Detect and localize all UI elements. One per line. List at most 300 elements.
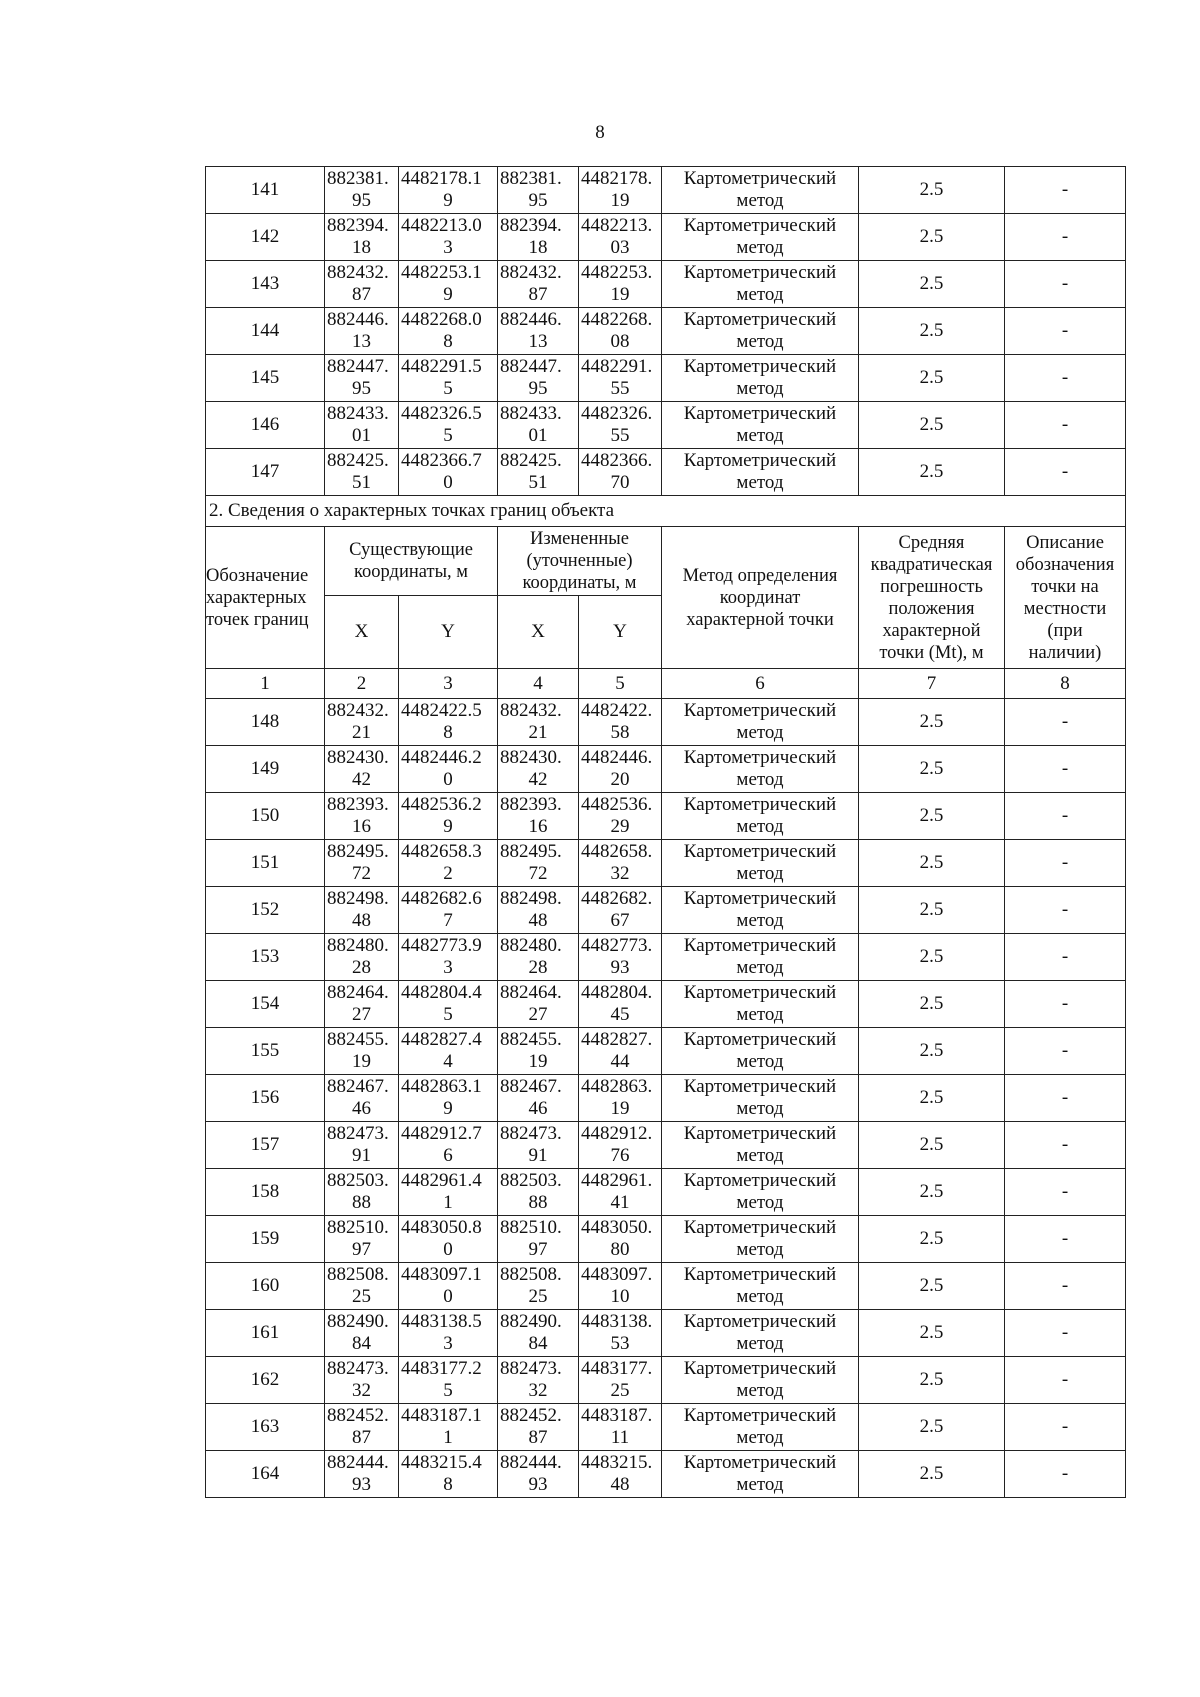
cell-text-line: 4482912.7 — [401, 1123, 482, 1144]
point-number: 145 — [206, 355, 325, 402]
mean-error-cell: 2.5 — [859, 1075, 1005, 1122]
description-cell: - — [1005, 1451, 1126, 1498]
cell-text-line: 882473. — [500, 1358, 562, 1379]
table-row — [206, 840, 1126, 887]
point-number: 159 — [206, 1216, 325, 1263]
description-cell: - — [1005, 402, 1126, 449]
cell-text-line: 1 — [443, 1427, 453, 1448]
cell-text-line: 882446. — [500, 309, 562, 330]
cell-text-line: 9 — [443, 1098, 453, 1119]
cell-text-line: 19 — [610, 1098, 630, 1119]
coord-y1 — [399, 261, 498, 308]
point-number: 163 — [206, 1404, 325, 1451]
coord-y2 — [579, 1075, 662, 1122]
coord-x1 — [325, 308, 399, 355]
cell-text-line: 95 — [352, 190, 371, 211]
column-number: 4 — [498, 669, 579, 699]
cell-text-line: 42 — [352, 769, 371, 790]
point-number: 149 — [206, 746, 325, 793]
column-number: 1 — [206, 669, 325, 699]
cell-text-line: 25 — [610, 1380, 630, 1401]
cell-text-line: метод — [736, 1474, 784, 1495]
description-cell: - — [1005, 1404, 1126, 1451]
table-row — [206, 887, 1126, 934]
cell-text-line: Картометрический — [683, 1029, 837, 1050]
coord-y2 — [579, 840, 662, 887]
coord-y1 — [399, 1169, 498, 1216]
coord-y1 — [399, 1310, 498, 1357]
cell-text-line: 4482253. — [581, 262, 653, 283]
method-cell — [662, 449, 859, 496]
cell-text-line: 4482326. — [581, 403, 653, 424]
coord-x2 — [498, 746, 579, 793]
point-number: 154 — [206, 981, 325, 1028]
cell-text-line: 882495. — [327, 841, 389, 862]
cell-text-line: 18 — [528, 237, 548, 258]
cell-text-line: 4482773.9 — [401, 935, 482, 956]
cell-text-line: 3 — [443, 957, 453, 978]
cell-text-line: 28 — [528, 957, 548, 978]
cell-text-line: метод — [736, 1192, 784, 1213]
mean-error-cell: 2.5 — [859, 1028, 1005, 1075]
cell-text-line: 87 — [352, 1427, 371, 1448]
cell-text-line: Обозначение — [206, 565, 309, 586]
cell-text-line: 4482178. — [581, 168, 653, 189]
table-row — [206, 934, 1126, 981]
cell-text-line: Картометрический — [683, 935, 837, 956]
coord-y1 — [399, 934, 498, 981]
table-body-top — [206, 167, 1126, 496]
cell-text-line: 882432. — [500, 262, 562, 283]
cell-text-line: 882446. — [327, 309, 389, 330]
method-cell — [662, 887, 859, 934]
method-cell — [662, 934, 859, 981]
method-cell — [662, 1216, 859, 1263]
method-cell — [662, 840, 859, 887]
table-row — [206, 699, 1126, 746]
cell-text-line: 882473. — [327, 1358, 389, 1379]
cell-text-line: 8 — [443, 331, 453, 352]
cell-text-line: 4482178.1 — [401, 168, 482, 189]
cell-text-line: 16 — [528, 816, 548, 837]
cell-text-line: 882480. — [327, 935, 389, 956]
column-number: 7 — [859, 669, 1005, 699]
point-number: 143 — [206, 261, 325, 308]
cell-text-line: 4482326.5 — [401, 403, 482, 424]
cell-text-line: 4482268. — [581, 309, 653, 330]
cell-text-line: 4483138.5 — [401, 1311, 482, 1332]
cell-text-line: 882381. — [500, 168, 562, 189]
coord-y1 — [399, 402, 498, 449]
cell-text-line: Картометрический — [683, 262, 837, 283]
cell-text-line: Метод определения — [682, 565, 838, 586]
coord-x2 — [498, 1216, 579, 1263]
coord-y1 — [399, 887, 498, 934]
coord-y2 — [579, 1216, 662, 1263]
cell-text-line: 1 — [443, 1192, 453, 1213]
cell-text-line: 882394. — [500, 215, 562, 236]
cell-text-line: 882393. — [500, 794, 562, 815]
cell-text-line: 9 — [443, 816, 453, 837]
cell-text-line: 45 — [610, 1004, 630, 1025]
coord-y2 — [579, 1310, 662, 1357]
coord-y1 — [399, 308, 498, 355]
coord-y1 — [399, 449, 498, 496]
point-number: 161 — [206, 1310, 325, 1357]
cell-text-line: 93 — [528, 1474, 548, 1495]
cell-text-line: Картометрический — [683, 794, 837, 815]
cell-text-line: 4483050. — [581, 1217, 653, 1238]
cell-text-line: метод — [736, 1380, 784, 1401]
mean-error-cell: 2.5 — [859, 214, 1005, 261]
cell-text-line: 19 — [610, 190, 630, 211]
coord-y1 — [399, 746, 498, 793]
cell-text-line: 8 — [443, 1474, 453, 1495]
cell-text-line: 4483187.1 — [401, 1405, 482, 1426]
coord-x1 — [325, 1028, 399, 1075]
cell-text-line: 19 — [528, 1051, 548, 1072]
coord-x2 — [498, 402, 579, 449]
description-cell: - — [1005, 699, 1126, 746]
coord-y1 — [399, 1451, 498, 1498]
point-number: 141 — [206, 167, 325, 214]
cell-text-line: Описание — [1026, 532, 1104, 553]
mean-error-cell: 2.5 — [859, 981, 1005, 1028]
cell-text-line: метод — [736, 472, 784, 493]
column-number: 3 — [399, 669, 498, 699]
cell-text-line: метод — [736, 769, 784, 790]
cell-text-line: 4483097.1 — [401, 1264, 482, 1285]
cell-text-line: 882508. — [327, 1264, 389, 1285]
mean-error-cell: 2.5 — [859, 1169, 1005, 1216]
cell-text-line: 882425. — [327, 450, 389, 471]
table-row — [206, 449, 1126, 496]
cell-text-line: 882447. — [327, 356, 389, 377]
coord-x2 — [498, 887, 579, 934]
point-number: 142 — [206, 214, 325, 261]
cell-text-line: 4483050.8 — [401, 1217, 482, 1238]
method-cell — [662, 261, 859, 308]
description-cell: - — [1005, 308, 1126, 355]
cell-text-line: 882425. — [500, 450, 562, 471]
coord-y1 — [399, 1075, 498, 1122]
cell-text-line: 8 — [443, 722, 453, 743]
coord-y2 — [579, 308, 662, 355]
cell-text-line: 32 — [352, 1380, 371, 1401]
cell-text-line: 48 — [610, 1474, 630, 1495]
coord-y1 — [399, 840, 498, 887]
method-cell — [662, 699, 859, 746]
coord-x1 — [325, 1451, 399, 1498]
mean-error-cell: 2.5 — [859, 887, 1005, 934]
cell-text-line: метод — [736, 425, 784, 446]
method-cell — [662, 1028, 859, 1075]
table-row — [206, 1169, 1126, 1216]
cell-text-line: (уточненные) — [526, 551, 633, 571]
coord-y2 — [579, 1357, 662, 1404]
section-title: 2. Сведения о характерных точках границ объекта — [206, 496, 1126, 527]
table-header — [206, 496, 1126, 699]
cell-text-line: 27 — [528, 1004, 548, 1025]
cell-text-line: 4482827.4 — [401, 1029, 482, 1050]
cell-text-line: 882510. — [327, 1217, 389, 1238]
cell-text-line: метод — [736, 1098, 784, 1119]
cell-text-line: 5 — [443, 1380, 453, 1401]
cell-text-line: 4482213.0 — [401, 215, 482, 236]
cell-text-line: 2 — [443, 863, 453, 884]
cell-text-line: 4483215. — [581, 1452, 653, 1473]
cell-text-line: 91 — [528, 1145, 548, 1166]
method-cell — [662, 793, 859, 840]
cell-text-line: 53 — [610, 1333, 630, 1354]
cell-text-line: Картометрический — [683, 450, 837, 471]
description-cell: - — [1005, 355, 1126, 402]
table-body-bottom — [206, 699, 1126, 1498]
column-number: 6 — [662, 669, 859, 699]
cell-text-line: Измененные — [530, 529, 629, 549]
coord-x2 — [498, 1169, 579, 1216]
cell-text-line: 882433. — [500, 403, 562, 424]
cell-text-line: 80 — [610, 1239, 630, 1260]
cell-text-line: Картометрический — [683, 888, 837, 909]
cell-text-line: 93 — [352, 1474, 371, 1495]
coord-y2 — [579, 1122, 662, 1169]
method-cell — [662, 308, 859, 355]
cell-text-line: 19 — [610, 284, 630, 305]
cell-text-line: метод — [736, 1145, 784, 1166]
cell-text-line: 46 — [352, 1098, 371, 1119]
mean-error-cell: 2.5 — [859, 402, 1005, 449]
cell-text-line: 0 — [443, 1286, 453, 1307]
cell-text-line: 18 — [352, 237, 371, 258]
description-cell: - — [1005, 1028, 1126, 1075]
cell-text-line: 0 — [443, 769, 453, 790]
point-number: 148 — [206, 699, 325, 746]
cell-text-line: 4482961.4 — [401, 1170, 482, 1191]
point-number: 151 — [206, 840, 325, 887]
coord-y2 — [579, 1404, 662, 1451]
point-number: 158 — [206, 1169, 325, 1216]
cell-text-line: Картометрический — [683, 215, 837, 236]
coord-y1 — [399, 214, 498, 261]
method-cell — [662, 167, 859, 214]
cell-text-line: 4482536.2 — [401, 794, 482, 815]
description-cell: - — [1005, 1263, 1126, 1310]
cell-text-line: метод — [736, 378, 784, 399]
point-number: 146 — [206, 402, 325, 449]
cell-text-line: характерной точки — [686, 609, 834, 630]
cell-text-line: 5 — [443, 425, 453, 446]
coord-x2 — [498, 214, 579, 261]
cell-text-line: 20 — [610, 769, 630, 790]
cell-text-line: 882490. — [500, 1311, 562, 1332]
coord-x2 — [498, 699, 579, 746]
cell-text-line: 88 — [528, 1192, 548, 1213]
cell-text-line: положения — [888, 598, 975, 619]
cell-text-line: 01 — [352, 425, 371, 446]
method-cell — [662, 355, 859, 402]
mean-error-cell: 2.5 — [859, 1216, 1005, 1263]
cell-text-line: 882510. — [500, 1217, 562, 1238]
mean-error-cell: 2.5 — [859, 934, 1005, 981]
method-cell — [662, 1310, 859, 1357]
cell-text-line: 72 — [528, 863, 548, 884]
cell-text-line: 88 — [352, 1192, 371, 1213]
coord-x1 — [325, 214, 399, 261]
coord-x1 — [325, 1075, 399, 1122]
cell-text-line: 13 — [352, 331, 371, 352]
description-cell: - — [1005, 840, 1126, 887]
cell-text-line: 4482804. — [581, 982, 653, 1003]
cell-text-line: 882467. — [500, 1076, 562, 1097]
cell-text-line: 4482422.5 — [401, 700, 482, 721]
cell-text-line: 882473. — [327, 1123, 389, 1144]
description-cell: - — [1005, 887, 1126, 934]
coord-x1 — [325, 1169, 399, 1216]
header-existing-y: Y — [399, 596, 498, 669]
mean-error-cell: 2.5 — [859, 1310, 1005, 1357]
cell-text-line: Картометрический — [683, 356, 837, 377]
cell-text-line: 32 — [610, 863, 630, 884]
cell-text-line: 882455. — [500, 1029, 562, 1050]
method-cell — [662, 1075, 859, 1122]
cell-text-line: Средняя — [898, 532, 965, 553]
description-cell: - — [1005, 934, 1126, 981]
cell-text-line: 41 — [610, 1192, 630, 1213]
cell-text-line: 9 — [443, 284, 453, 305]
cell-text-line: 84 — [352, 1333, 371, 1354]
coord-y1 — [399, 1122, 498, 1169]
cell-text-line: Существующие — [349, 540, 473, 560]
method-cell — [662, 214, 859, 261]
coord-y2 — [579, 981, 662, 1028]
coord-y2 — [579, 934, 662, 981]
cell-text-line: 882394. — [327, 215, 389, 236]
cell-text-line: Картометрический — [683, 1076, 837, 1097]
coord-x1 — [325, 167, 399, 214]
header-description — [1005, 527, 1126, 669]
cell-text-line: наличии) — [1028, 642, 1102, 663]
cell-text-line: точек границ — [206, 609, 309, 630]
point-number: 157 — [206, 1122, 325, 1169]
coord-x1 — [325, 1404, 399, 1451]
cell-text-line: 0 — [443, 472, 453, 493]
coord-y1 — [399, 1028, 498, 1075]
cell-text-line: 882498. — [500, 888, 562, 909]
cell-text-line: 5 — [443, 1004, 453, 1025]
method-cell — [662, 1169, 859, 1216]
description-cell: - — [1005, 1310, 1126, 1357]
cell-text-line: 87 — [528, 1427, 548, 1448]
cell-text-line: 25 — [352, 1286, 371, 1307]
cell-text-line: метод — [736, 910, 784, 931]
cell-text-line: метод — [736, 1004, 784, 1025]
header-changed-y: Y — [579, 596, 662, 669]
coord-x2 — [498, 355, 579, 402]
mean-error-cell: 2.5 — [859, 1263, 1005, 1310]
coord-x1 — [325, 402, 399, 449]
cell-text-line: 28 — [352, 957, 371, 978]
coord-y2 — [579, 214, 662, 261]
cell-text-line: 51 — [528, 472, 548, 493]
cell-text-line: Картометрический — [683, 1264, 837, 1285]
cell-text-line: 882444. — [327, 1452, 389, 1473]
cell-text-line: Картометрический — [683, 841, 837, 862]
coord-x1 — [325, 699, 399, 746]
table-row — [206, 1404, 1126, 1451]
cell-text-line: координаты, м — [354, 562, 468, 582]
description-cell: - — [1005, 449, 1126, 496]
coord-y2 — [579, 746, 662, 793]
point-number: 152 — [206, 887, 325, 934]
coord-y2 — [579, 1263, 662, 1310]
cell-text-line: 6 — [443, 1145, 453, 1166]
cell-text-line: координаты, м — [522, 573, 637, 593]
cell-text-line: 87 — [528, 284, 548, 305]
cell-text-line: 55 — [610, 425, 630, 446]
cell-text-line: 882464. — [500, 982, 562, 1003]
cell-text-line: метод — [736, 863, 784, 884]
cell-text-line: метод — [736, 190, 784, 211]
coord-x1 — [325, 1216, 399, 1263]
point-number: 150 — [206, 793, 325, 840]
method-cell — [662, 746, 859, 793]
cell-text-line: 4482268.0 — [401, 309, 482, 330]
description-cell: - — [1005, 981, 1126, 1028]
coord-x1 — [325, 793, 399, 840]
cell-text-line: 46 — [528, 1098, 548, 1119]
description-cell: - — [1005, 746, 1126, 793]
cell-text-line: 882495. — [500, 841, 562, 862]
cell-text-line: 882490. — [327, 1311, 389, 1332]
cell-text-line: метод — [736, 957, 784, 978]
coord-x1 — [325, 887, 399, 934]
cell-text-line: 882430. — [500, 747, 562, 768]
cell-text-line: квадратическая — [870, 554, 993, 575]
table-row — [206, 1028, 1126, 1075]
coord-x2 — [498, 261, 579, 308]
coord-y2 — [579, 887, 662, 934]
cell-text-line: 48 — [528, 910, 548, 931]
cell-text-line: 16 — [352, 816, 371, 837]
coord-x1 — [325, 1310, 399, 1357]
cell-text-line: 13 — [528, 331, 548, 352]
table-row — [206, 214, 1126, 261]
cell-text-line: местности — [1023, 598, 1107, 619]
header-point-designation — [206, 527, 325, 669]
cell-text-line: метод — [736, 816, 784, 837]
point-number: 156 — [206, 1075, 325, 1122]
table-row — [206, 261, 1126, 308]
table-row — [206, 1451, 1126, 1498]
cell-text-line: погрешность — [880, 576, 983, 597]
cell-text-line: 4482804.4 — [401, 982, 482, 1003]
description-cell: - — [1005, 214, 1126, 261]
cell-text-line: метод — [736, 331, 784, 352]
cell-text-line: 4482682. — [581, 888, 653, 909]
cell-text-line: 58 — [610, 722, 630, 743]
coord-x2 — [498, 1404, 579, 1451]
cell-text-line: 4482291.5 — [401, 356, 482, 377]
cell-text-line: 93 — [610, 957, 630, 978]
cell-text-line: 4482446.2 — [401, 747, 482, 768]
cell-text-line: метод — [736, 1286, 784, 1307]
coord-y1 — [399, 793, 498, 840]
coord-x1 — [325, 261, 399, 308]
header-method — [662, 527, 859, 669]
cell-text-line: 4482658. — [581, 841, 653, 862]
table-row — [206, 1075, 1126, 1122]
